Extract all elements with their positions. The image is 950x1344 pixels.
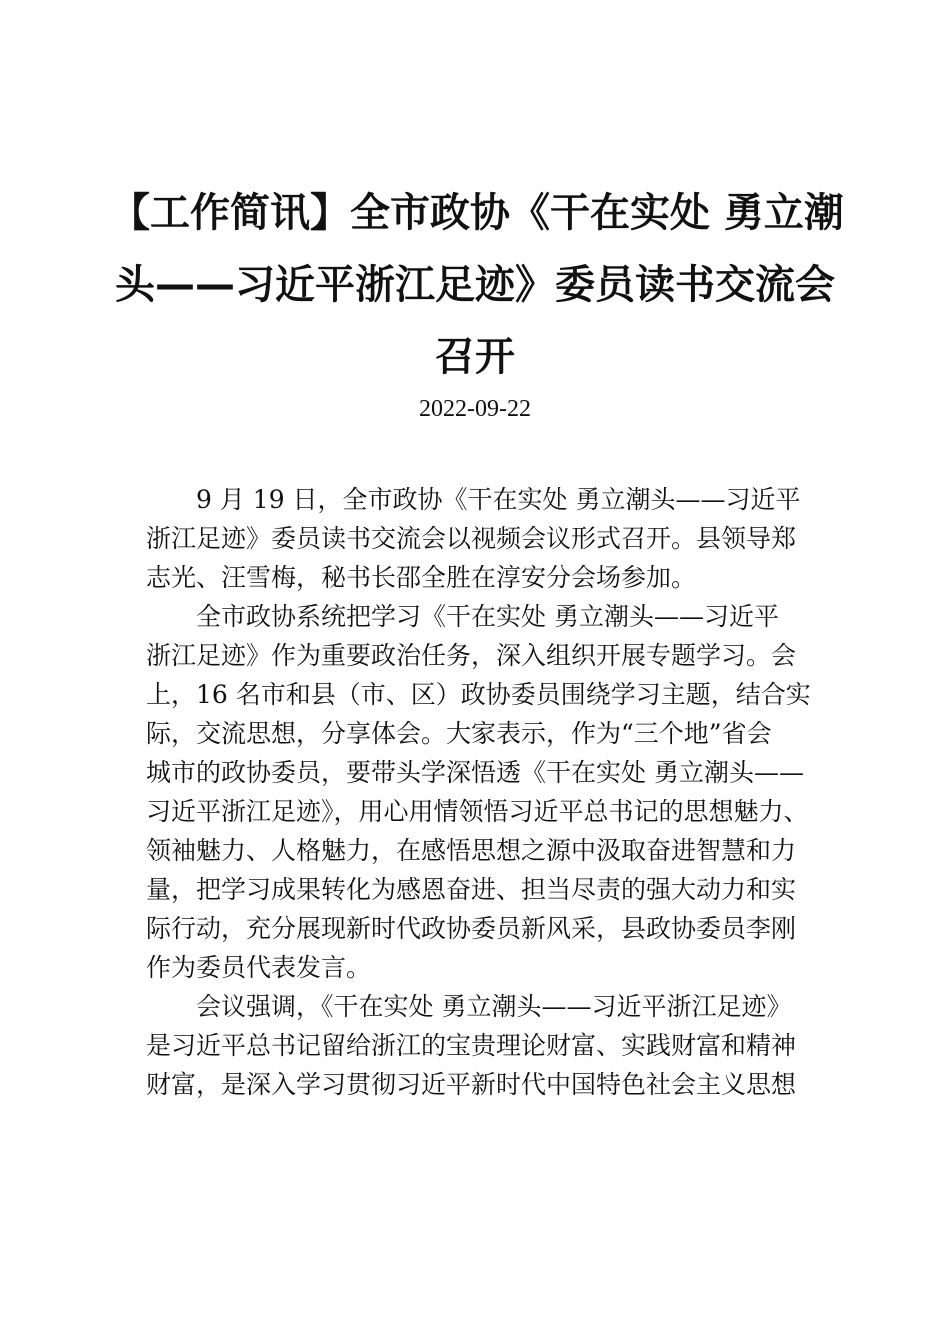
paragraph-2-line: 际行动，充分展现新时代政协委员新风采，县政协委员李刚 (146, 914, 797, 943)
paragraph-3-line: 是习近平总书记留给浙江的宝贵理论财富、实践财富和精神 (146, 1031, 797, 1060)
paragraph-2-line: 浙江足迹》作为重要政治任务，深入组织开展专题学习。会 (146, 641, 797, 670)
paragraph-1-line: 志光、汪雪梅，秘书长邵全胜在淳安分会场参加。 (146, 563, 697, 592)
publish-date: 2022-09-22 (419, 396, 531, 422)
article-title (110, 177, 844, 393)
paragraph-2-line: 上，16 名市和县（市、区）政协委员围绕学习主题，结合实 (146, 680, 811, 709)
paragraph-2-line: 习近平浙江足迹》，用心用情领悟习近平总书记的思想魅力、 (146, 797, 809, 826)
paragraph-2-line: 领袖魅力、人格魅力，在感悟思想之源中汲取奋进智慧和力 (146, 836, 797, 865)
paragraph-3-line: 会议强调，《干在实处 勇立潮头——习近平浙江足迹》 (196, 992, 792, 1021)
paragraph-2-line: 城市的政协委员，要带头学深悟透《干在实处 勇立潮头—— (146, 758, 804, 787)
paragraph-1-line: 9 月 19 日，全市政协《干在实处 勇立潮头——习近平 (196, 485, 801, 514)
article-body (146, 480, 816, 1104)
title-line: 【工作简讯】全市政协《干在实处 勇立潮 (110, 190, 844, 236)
paragraph-2-line: 全市政协系统把学习《干在实处 勇立潮头——习近平 (196, 602, 779, 631)
paragraph-3-line: 财富，是深入学习贯彻习近平新时代中国特色社会主义思想 (146, 1070, 797, 1099)
paragraph-1-line: 浙江足迹》委员读书交流会以视频会议形式召开。县领导郑 (146, 524, 797, 553)
paragraph-2-line: 量，把学习成果转化为感恩奋进、担当尽责的强大动力和实 (146, 875, 797, 904)
paragraph-2-line: 作为委员代表发言。 (146, 953, 372, 982)
title-line: 头——习近平浙江足迹》委员读书交流会 (115, 262, 835, 308)
paragraph-2-line: 际，交流思想，分享体会。大家表示，作为“三个地”省会 (146, 719, 772, 748)
title-line: 召开 (435, 334, 515, 380)
